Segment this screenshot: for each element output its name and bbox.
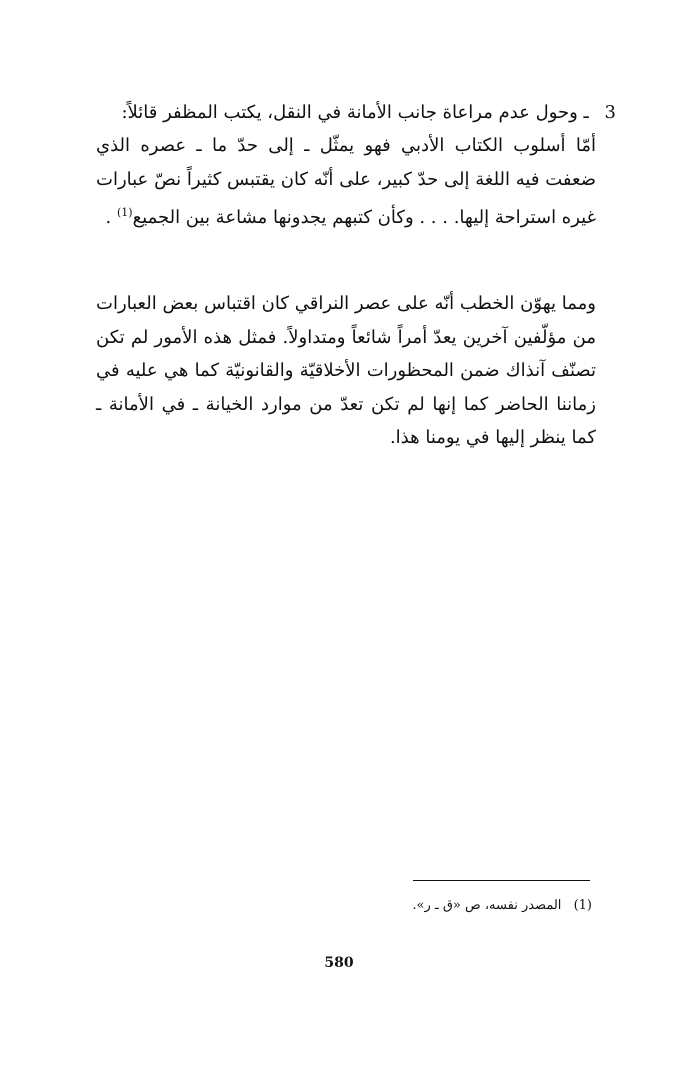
- footnote-reference: (1): [116, 206, 133, 219]
- quoted-passage: [96, 129, 596, 235]
- paragraph-text: ومما يهوّن الخطب أنّه على عصر النراقي كان اقتباس بعض العبارات من مؤلّفين آخرين يعدّ أمراً شائعاً ومتداولاً. فمثل هذه الأمور لم تكن تصنّف آنذاك ضمن المحظورات الأخلاقيّة والقانونيّة كما هي عليه في زماننا الحاضر كما إنها لم تكن تعدّ من موارد الخيانة ـ في الأمانة ـ كما ينظر إليها في يومنا هذا.: [96, 293, 596, 448]
- footnote-number: (1): [573, 898, 592, 913]
- footnote-divider: [413, 880, 590, 881]
- page-number: 580: [324, 955, 354, 971]
- footnote-text: المصدر نفسه، ص «ق ـ ر».: [412, 898, 562, 913]
- item-heading: ـ وحول عدم مراعاة جانب الأمانة في النقل، يكتب المظفر قائلاً:: [121, 102, 589, 123]
- numbered-heading: [76, 96, 616, 130]
- footnote: [192, 896, 592, 916]
- quote-end: .: [105, 207, 112, 228]
- item-number: 3: [604, 102, 616, 123]
- quote-text: أمّا أسلوب الكتاب الأدبي فهو يمثّل ـ إلى حدّ ما ـ عصره الذي ضعفت فيه اللغة إلى حدّ كبير، على أنّه كان يقتبس كثيراً نصّ عبارات غيره استراحة إليها. . . . وكأن كتبهم يجدونها مشاعة بين الجميع: [96, 135, 596, 228]
- body-paragraph: [96, 287, 596, 455]
